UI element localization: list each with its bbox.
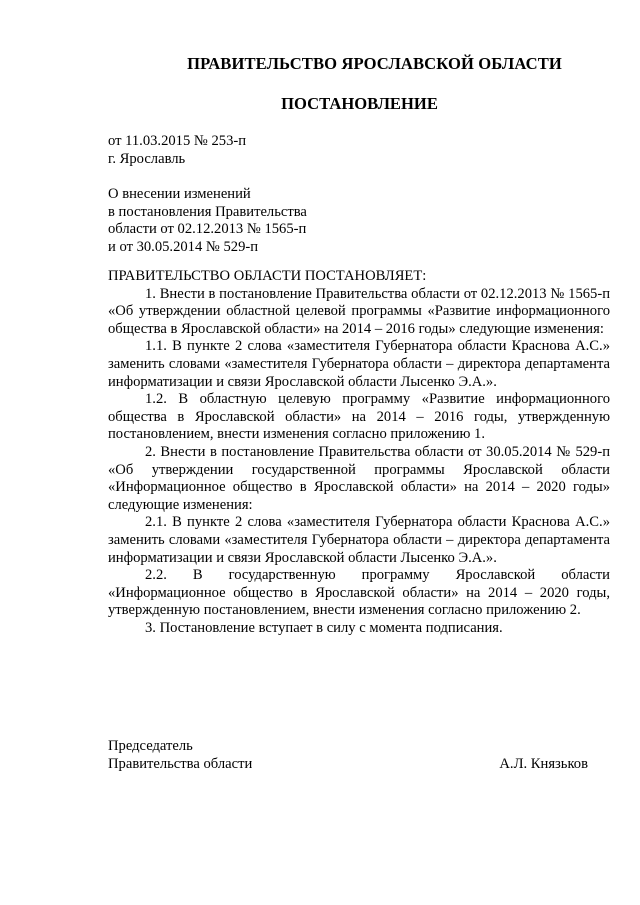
body-paragraph: 2. Внести в постановление Правительства области от 30.05.2014 № 529-п «Об утверждении государственной программы Ярославской области «Информационное общество в Ярославской области» на 2014 – 2020 годы» следующие изменения:	[108, 443, 610, 513]
signatory-position-line2: Правительства области	[108, 755, 253, 772]
document-subject	[108, 186, 307, 256]
document-city: г. Ярославль	[108, 150, 186, 167]
subject-line: О внесении изменений	[108, 186, 251, 202]
body-paragraph: 2.1. В пункте 2 слова «заместителя Губернатора области Краснова А.С.» заменить словами «заместителя Губернатора области – директора департамента информатизации и связи Ярославской области Лысенко Э.А.».	[108, 514, 610, 566]
body-paragraph: 1.2. В областную целевую программу «Развитие информационного общества в Ярославской области» на 2014 – 2016 годы, утвержденную постановлением, внести изменения согласно приложению 1.	[108, 391, 610, 443]
signature-block	[108, 738, 610, 773]
body-paragraph: 3. Постановление вступает в силу с момента подписания.	[145, 619, 503, 636]
subject-line: области от 02.12.2013 № 1565-п	[108, 221, 307, 238]
decree-heading: ПРАВИТЕЛЬСТВО ОБЛАСТИ ПОСТАНОВЛЯЕТ:	[108, 268, 427, 284]
signature-row	[108, 756, 610, 774]
body-paragraph: 2.2. В государственную программу Ярославской области «Информационное общество в Ярославской области» на 2014 – 2020 годы, утвержденную постановлением, внести изменения согласно приложению 2.	[108, 567, 610, 619]
body-paragraph: 1.1. В пункте 2 слова «заместителя Губернатора области Краснова А.С.» заменить словами «заместителя Губернатора области – директора департамента информатизации и связи Ярославской области Лысенко Э.А.».	[108, 338, 610, 390]
document-body	[108, 268, 610, 637]
organization-title: ПРАВИТЕЛЬСТВО ЯРОСЛАВСКОЙ ОБЛАСТИ	[187, 54, 562, 73]
subject-line: и от 30.05.2014 № 529-п	[108, 238, 259, 255]
signatory-position-line1: Председатель	[108, 738, 193, 754]
document-meta	[108, 133, 246, 168]
subject-line: в постановления Правительства	[108, 203, 307, 220]
signatory-name: А.Л. Князьков	[499, 755, 588, 772]
document-date-number: от 11.03.2015 № 253-п	[108, 133, 247, 149]
document-type-title: ПОСТАНОВЛЕНИЕ	[281, 94, 438, 113]
body-paragraph: 1. Внести в постановление Правительства области от 02.12.2013 № 1565-п «Об утверждении областной целевой программы «Развитие информационного общества в Ярославской области» на 2014 – 2016 годы» следующие изменения:	[108, 285, 610, 337]
